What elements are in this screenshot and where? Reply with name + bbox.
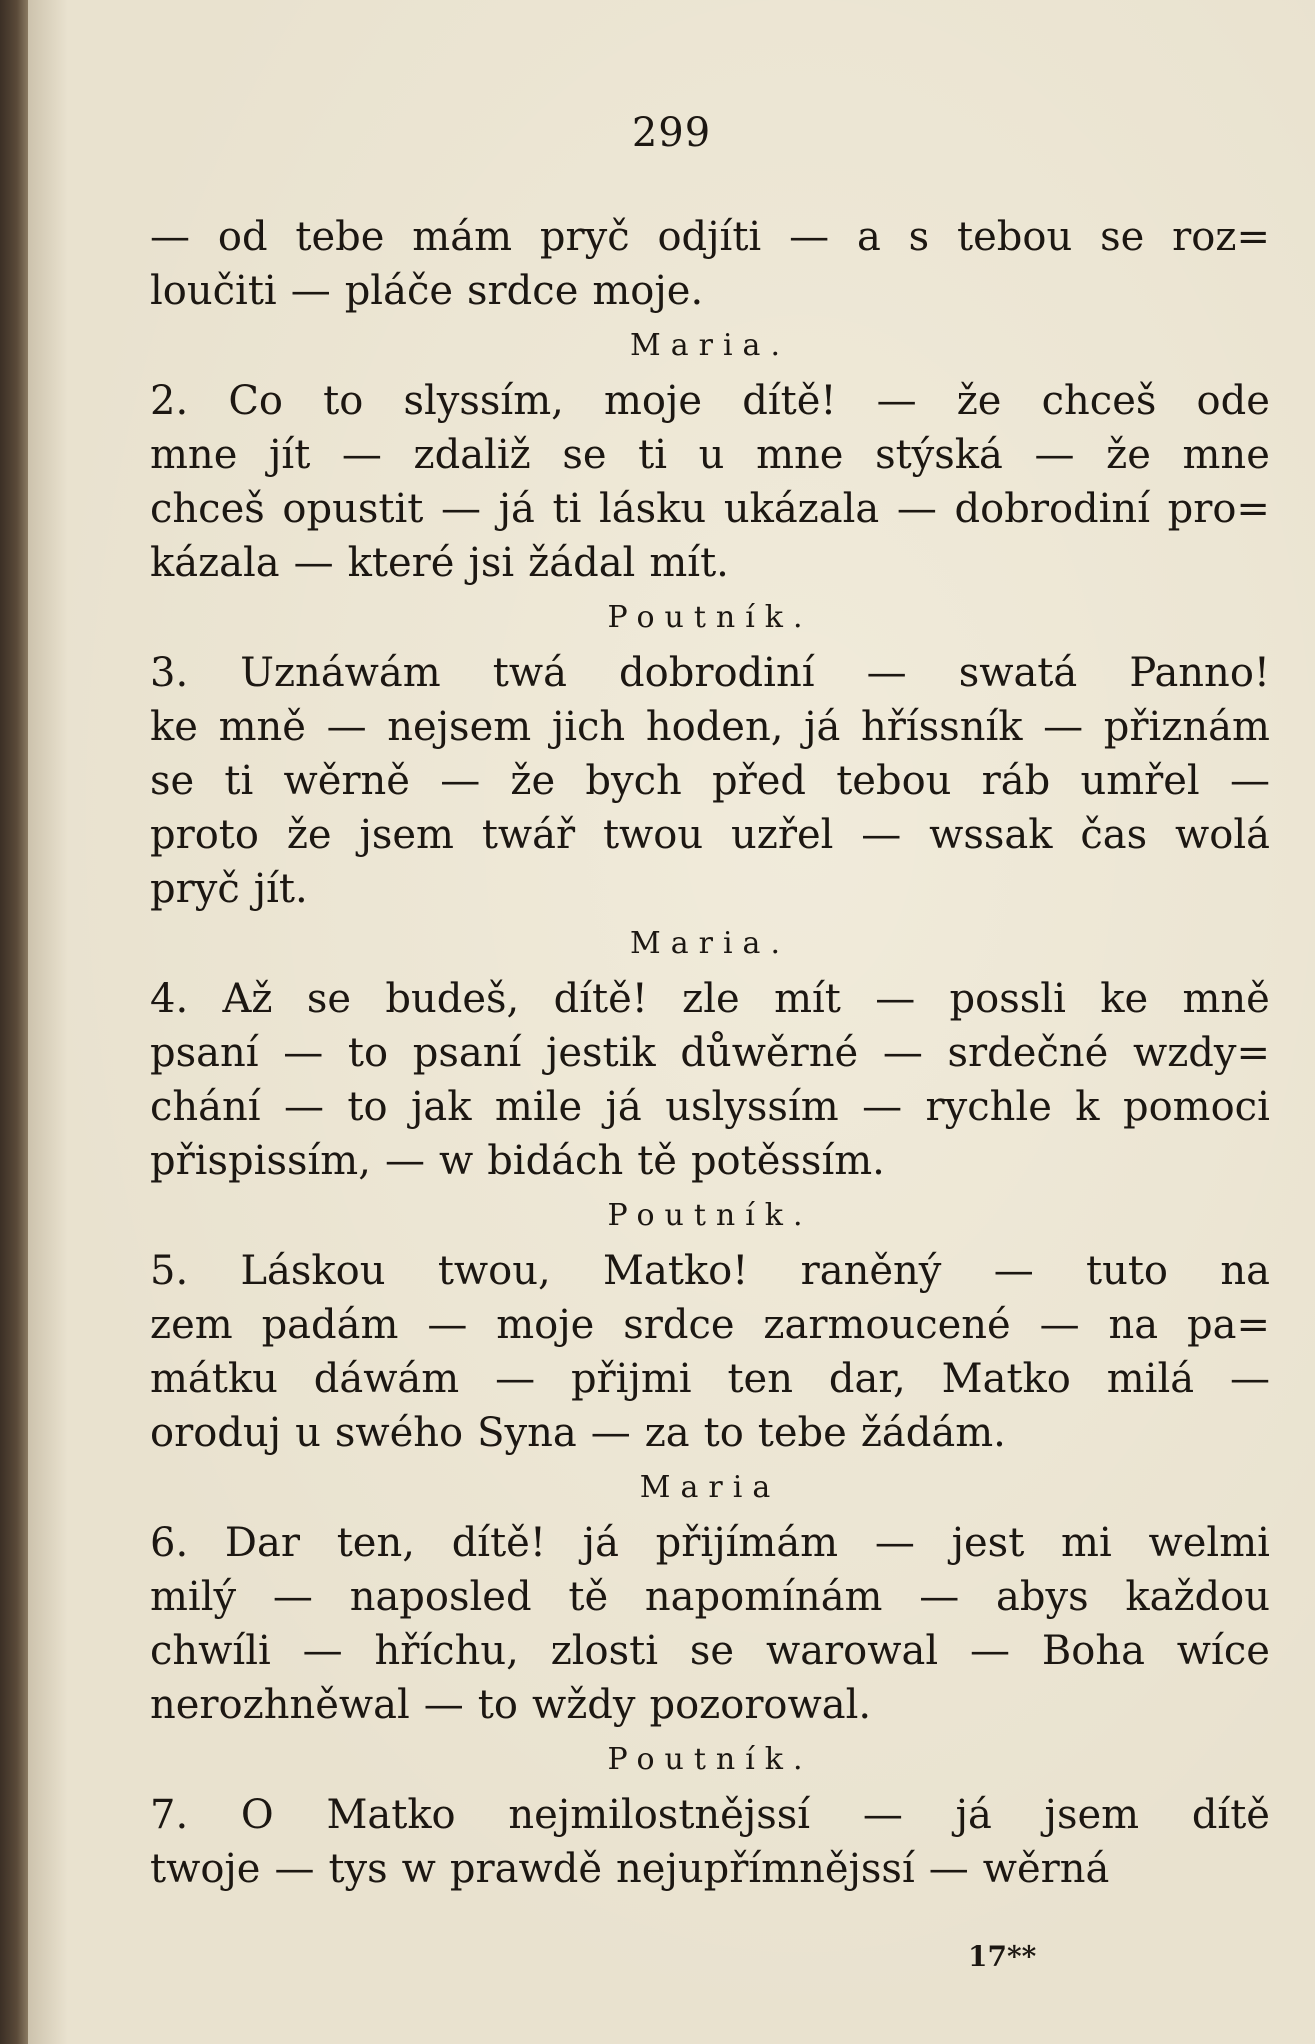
speaker-heading: Poutník. bbox=[607, 600, 813, 635]
text-line: 7. O Matko nejmilostnějssí — já jsem dítě bbox=[150, 1792, 1270, 1838]
text-line: milý — naposled tě napomínám — abys každou bbox=[150, 1574, 1270, 1620]
text-line: zem padám — moje srdce zarmoucené — na pa= bbox=[150, 1302, 1270, 1348]
text-line: nerozhněwal — to wždy pozorowal. bbox=[150, 1682, 872, 1728]
speaker-heading: Maria. bbox=[630, 926, 790, 961]
text-line: chání — to jak mile já uslyssím — rychle k pomoci bbox=[150, 1084, 1270, 1130]
book-spine bbox=[0, 0, 28, 2044]
text-line: twoje — tys w prawdě nejupřímnějssí — wěrná bbox=[150, 1846, 1110, 1892]
text-line: mne jít — zdaliž se ti u mne stýská — že mne bbox=[150, 432, 1270, 478]
text-line: psaní — to psaní jestik důwěrné — srdečné wzdy= bbox=[150, 1030, 1270, 1076]
text-line: se ti wěrně — že bych před tebou ráb umřel — bbox=[150, 758, 1270, 804]
text-line: ke mně — nejsem jich hoden, já hříssník — přiznám bbox=[150, 704, 1270, 750]
text-line: 4. Až se budeš, dítě! zle mít — possli ke mně bbox=[150, 976, 1270, 1022]
text-line: loučiti — pláče srdce moje. bbox=[150, 268, 704, 314]
printer-signature: 17** bbox=[968, 1940, 1037, 1973]
text-line: 2. Co to slyssím, moje dítě! — že chceš ode bbox=[150, 378, 1270, 424]
text-line: přispissím, — w bidách tě potěssím. bbox=[150, 1138, 885, 1184]
text-line: kázala — které jsi žádal mít. bbox=[150, 540, 729, 586]
speaker-heading: Maria bbox=[639, 1470, 781, 1505]
text-line: pryč jít. bbox=[150, 866, 308, 912]
speaker-heading: Poutník. bbox=[607, 1198, 813, 1233]
text-line: mátku dáwám — přijmi ten dar, Matko milá — bbox=[150, 1356, 1270, 1402]
text-line: 3. Uznáwám twá dobrodiní — swatá Panno! bbox=[150, 650, 1270, 696]
text-line: chwíli — hříchu, zlosti se warowal — Boha wíce bbox=[150, 1628, 1270, 1674]
speaker-heading: Maria. bbox=[630, 328, 790, 363]
text-line: chceš opustit — já ti lásku ukázala — dobrodiní pro= bbox=[150, 486, 1270, 532]
book-page bbox=[28, 0, 1315, 2044]
text-line: — od tebe mám pryč odjíti — a s tebou se roz= bbox=[150, 214, 1270, 260]
text-line: 6. Dar ten, dítě! já přijímám — jest mi welmi bbox=[150, 1520, 1270, 1566]
text-line: proto že jsem twář twou uzřel — wssak čas wolá bbox=[150, 812, 1270, 858]
text-line: oroduj u swého Syna — za to tebe žádám. bbox=[150, 1410, 1006, 1456]
page-number: 299 bbox=[631, 110, 712, 156]
page-text bbox=[150, 210, 1270, 1896]
text-line: 5. Láskou twou, Matko! raněný — tuto na bbox=[150, 1248, 1270, 1294]
speaker-heading: Poutník. bbox=[607, 1742, 813, 1777]
